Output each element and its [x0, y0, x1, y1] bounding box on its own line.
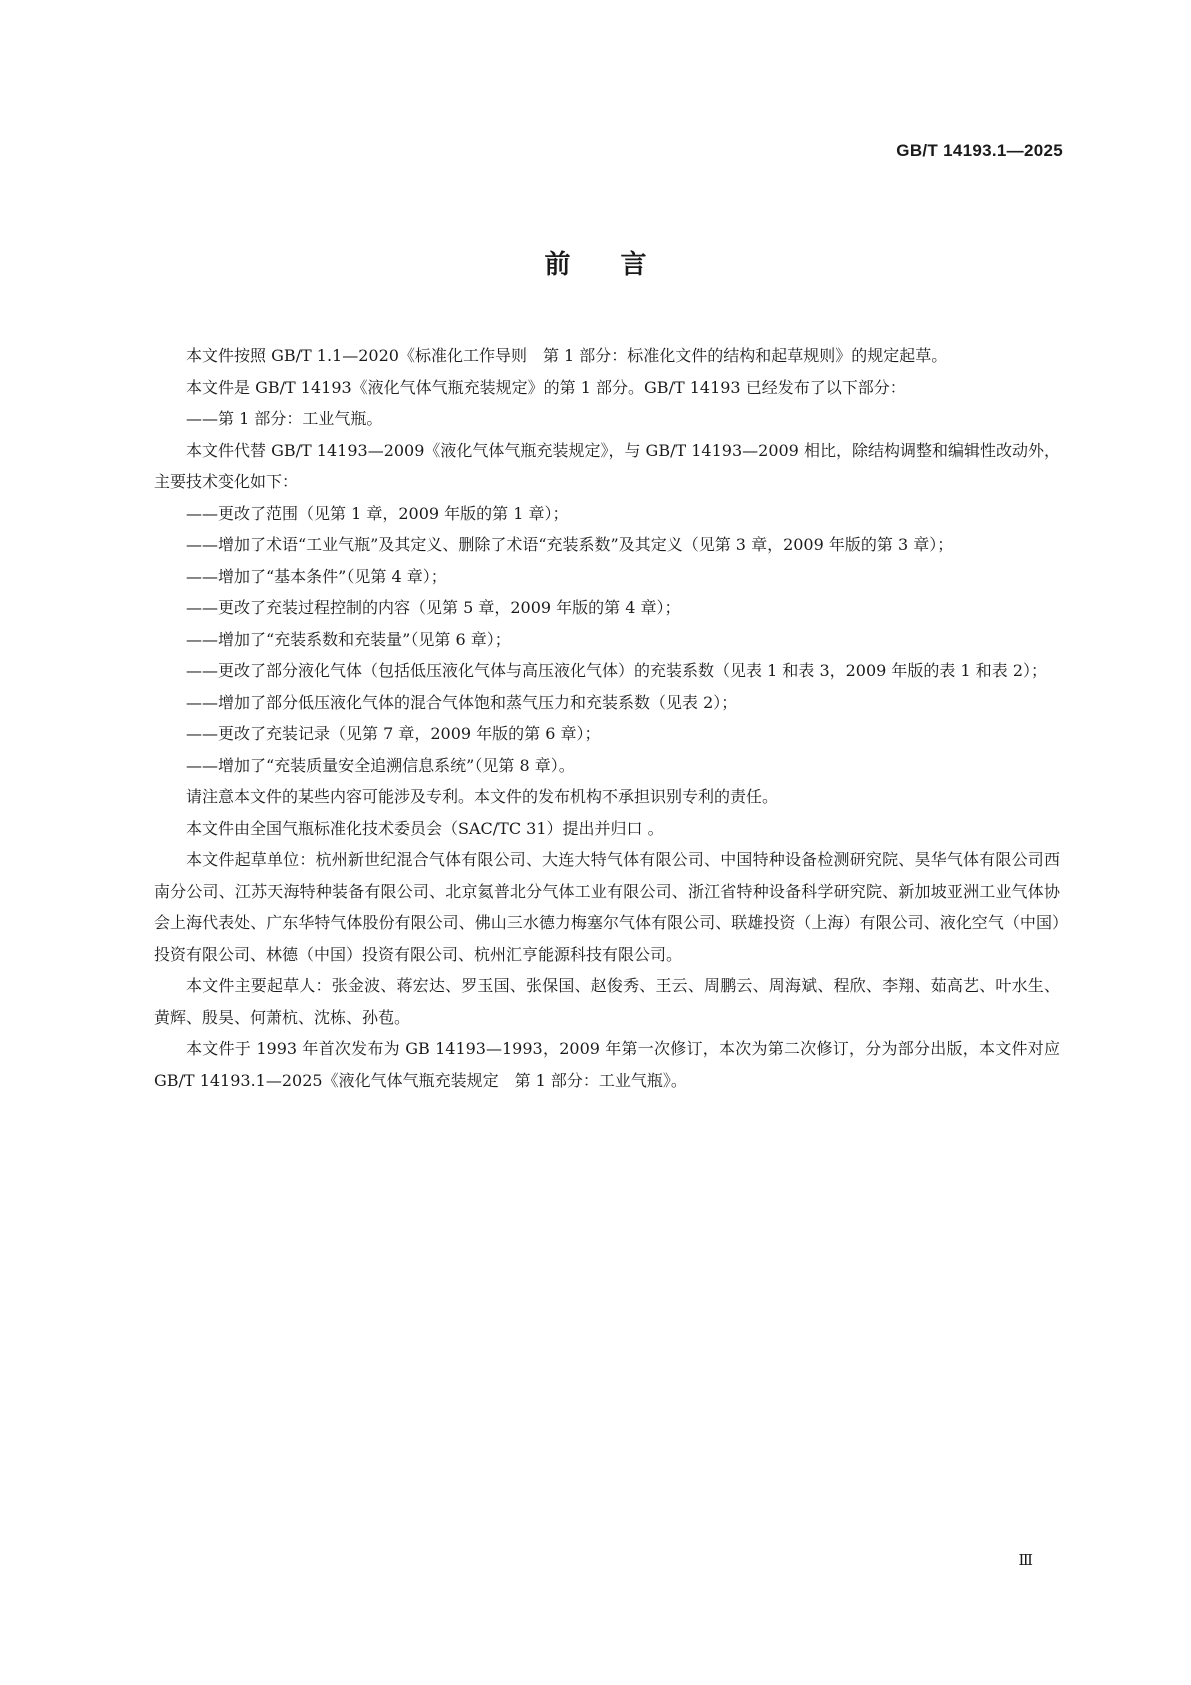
paragraph: 本文件起草单位：杭州新世纪混合气体有限公司、大连大特气体有限公司、中国特种设备检测研究院、昊华气体有限公司西南分公司、江苏天海特种装备有限公司、北京氦普北分气体工业有限公司、浙江省特种设备科学研究院、新加坡亚洲工业气体协会上海代表处、广东华特气体股份有限公司、佛山三水德力梅塞尔气体有限公司、联雄投资（上海）有限公司、液化空气（中国）投资有限公司、林德（中国）投资有限公司、杭州汇亨能源科技有限公司。 [154, 850, 1060, 964]
foreword-body [154, 340, 1060, 1096]
list-item: ——更改了充装记录（见第 7 章，2009 年版的第 6 章）； [186, 724, 601, 743]
paragraph: 本文件代替 GB/T 14193—2009《液化气体气瓶充装规定》，与 GB/T 14193—2009 相比，除结构调整和编辑性改动外，主要技术变化如下： [154, 440, 1060, 491]
list-item: ——增加了部分低压液化气体的混合气体饱和蒸气压力和充装系数（见表 2）； [186, 692, 738, 712]
list-item: ——更改了充装过程控制的内容（见第 5 章，2009 年版的第 4 章）； [186, 598, 681, 617]
list-item: ——更改了范围（见第 1 章，2009 年版的第 1 章）； [186, 503, 569, 523]
list-item: ——第 1 部分：工业气瓶。 [186, 409, 383, 428]
page-number: Ⅲ [1018, 1551, 1033, 1569]
paragraph: 本文件按照 GB/T 1.1—2020《标准化工作导则 第 1 部分：标准化文件的结构和起草规则》的规定起草。 [186, 346, 948, 365]
list-item: ——更改了部分液化气体（包括低压液化气体与高压液化气体）的充装系数（见表 1 和表 3，2009 年版的表 1 和表 2）； [186, 661, 1048, 680]
paragraph: 本文件是 GB/T 14193《液化气体气瓶充装规定》的第 1 部分。GB/T 14193 已经发布了以下部分： [186, 377, 906, 397]
paragraph: 本文件主要起草人：张金波、蒋宏达、罗玉国、张保国、赵俊秀、王云、周鹏云、周海斌、程欣、李翔、茹高艺、叶水生、黄辉、殷昊、何萧杭、沈栋、孙苞。 [154, 976, 1060, 1027]
standard-code: GB/T 14193.1—2025 [896, 141, 1063, 160]
paragraph: 本文件于 1993 年首次发布为 GB 14193—1993，2009 年第一次修订，本次为第二次修订，分为部分出版，本文件对应 GB/T 14193.1—2025《液化气体气瓶充装规定 第 1 部分：工业气瓶》。 [154, 1039, 1060, 1090]
paragraph: 本文件由全国气瓶标准化技术委员会（SAC/TC 31）提出并归口 。 [186, 818, 664, 838]
list-item: ——增加了“充装质量安全追溯信息系统”（见第 8 章）。 [186, 755, 575, 775]
page-title: 前言 [544, 250, 697, 280]
list-item: ——增加了术语“工业气瓶”及其定义、删除了术语“充装系数”及其定义（见第 3 章，2009 年版的第 3 章）； [186, 535, 954, 554]
paragraph: 请注意本文件的某些内容可能涉及专利。本文件的发布机构不承担识别专利的责任。 [186, 787, 779, 806]
list-item: ——增加了“充装系数和充装量”（见第 6 章）； [186, 629, 511, 649]
list-item: ——增加了“基本条件”（见第 4 章）； [186, 566, 447, 586]
